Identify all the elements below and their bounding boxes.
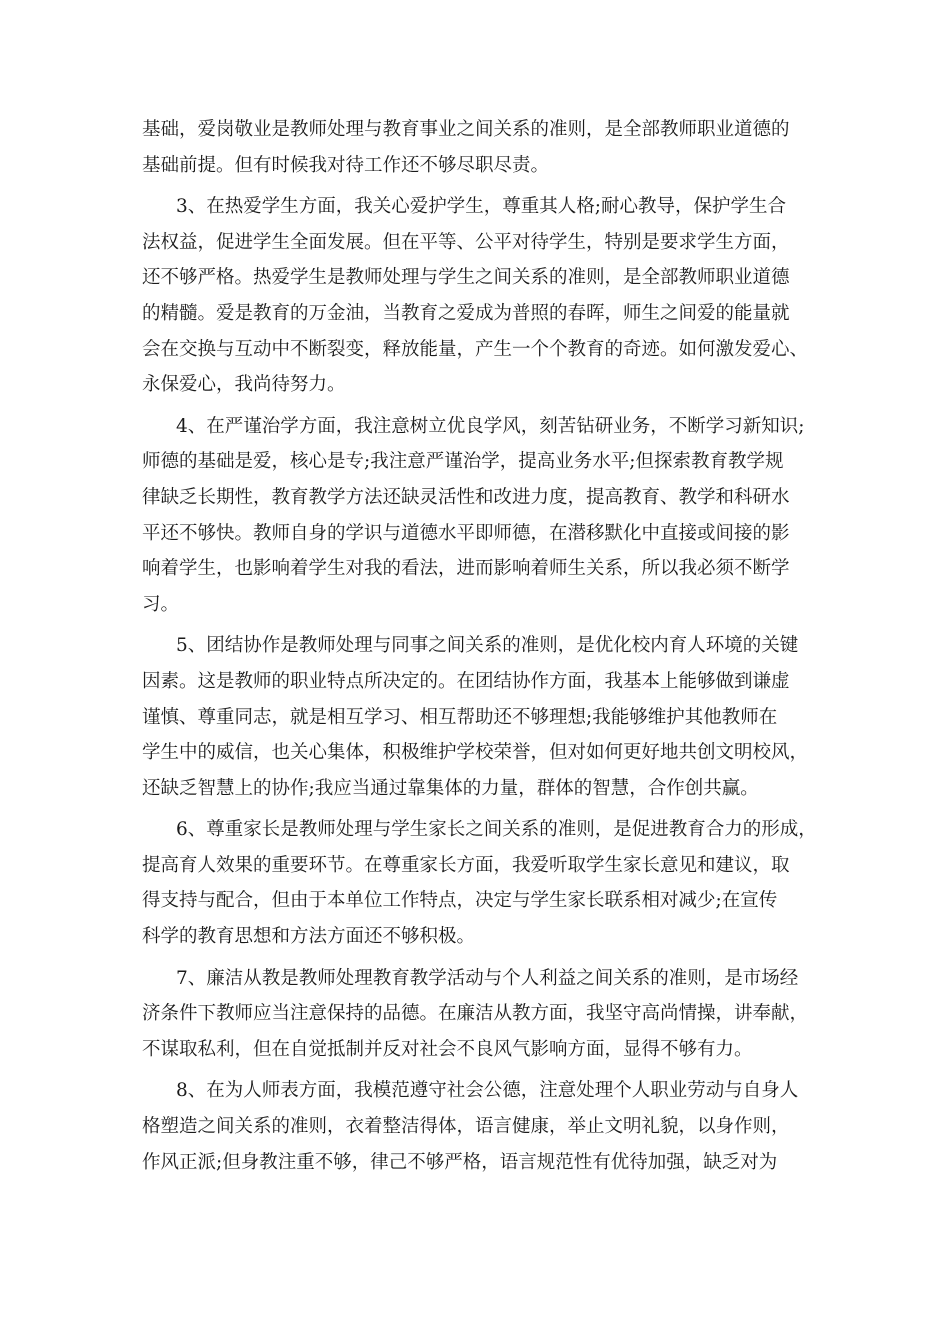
text-line: 济条件下教师应当注意保持的品德。在廉洁从教方面，我坚守高尚情操，讲奉献，	[142, 1003, 809, 1025]
text-line: 习。	[142, 593, 180, 615]
text-line: 师德的基础是爱，核心是专;我注意严谨治学，提高业务水平;但探索教育教学规	[142, 451, 784, 473]
text-line: 学生中的威信，也关心集体，积极维护学校荣誉，但对如何更好地共创文明校风，	[142, 742, 809, 764]
paragraph-6	[142, 812, 822, 954]
text-line: 8、在为人师表方面，我模范遵守社会公德，注意处理个人职业劳动与自身人	[176, 1080, 799, 1102]
text-line: 科学的教育思想和方法方面还不够积极。	[142, 926, 476, 948]
text-line: 5、团结协作是教师处理与同事之间关系的准则，是优化校内育人环境的关键	[176, 635, 799, 657]
text-line: 基础前提。但有时候我对待工作还不够尽职尽责。	[142, 154, 550, 176]
text-line: 还缺乏智慧上的协作;我应当通过靠集体的力量，群体的智慧，合作创共赢。	[142, 777, 759, 799]
text-line: 不谋取私利，但在自觉抵制并反对社会不良风气影响方面，显得不够有力。	[142, 1038, 753, 1060]
text-line: 基础，爱岗敬业是教师处理与教育事业之间关系的准则，是全部教师职业道德的	[142, 119, 790, 140]
text-line: 还不够严格。热爱学生是教师处理与学生之间关系的准则，是全部教师职业道德	[142, 267, 790, 289]
text-line: 律缺乏长期性，教育教学方法还缺灵活性和改进力度，提高教育、教学和科研水	[142, 486, 790, 508]
paragraph-4	[142, 409, 822, 623]
paragraph-8	[142, 1073, 822, 1180]
text-line: 因素。这是教师的职业特点所决定的。在团结协作方面，我基本上能够做到谦虚	[142, 670, 790, 692]
text-line: 会在交换与互动中不断裂变，释放能量，产生一个个教育的奇迹。如何激发爱心、	[142, 338, 809, 360]
text-line: 平还不够快。教师自身的学识与道德水平即师德，在潜移默化中直接或间接的影	[142, 522, 790, 544]
text-line: 得支持与配合，但由于本单位工作特点，决定与学生家长联系相对减少;在宣传	[142, 890, 778, 912]
text-line: 作风正派;但身教注重不够，律己不够严格，语言规范性有优待加强，缺乏对为	[142, 1151, 778, 1173]
text-line: 谨慎、尊重同志，就是相互学习、相互帮助还不够理想;我能够维护其他教师在	[142, 706, 778, 728]
text-line: 提高育人效果的重要环节。在尊重家长方面，我爱听取学生家长意见和建议，取	[142, 854, 790, 876]
text-line: 4、在严谨治学方面，我注意树立优良学风，刻苦钻研业务，不断学习新知识;	[176, 415, 805, 437]
paragraph-3	[142, 189, 822, 403]
text-line: 永保爱心，我尚待努力。	[142, 374, 346, 396]
text-line: 响着学生，也影响着学生对我的看法，进而影响着师生关系，所以我必须不断学	[142, 558, 790, 580]
text-line: 法权益，促进学生全面发展。但在平等、公平对待学生，特别是要求学生方面，	[142, 231, 790, 253]
text-line: 3、在热爱学生方面，我关心爱护学生，尊重其人格;耐心教导，保护学生合	[176, 196, 787, 218]
document-body	[142, 112, 822, 1186]
text-line: 7、廉洁从教是教师处理教育教学活动与个人利益之间关系的准则，是市场经	[176, 967, 799, 989]
paragraph-7	[142, 961, 822, 1068]
text-line: 6、尊重家长是教师处理与学生家长之间关系的准则，是促进教育合力的形成，	[176, 819, 817, 841]
text-line: 格塑造之间关系的准则，衣着整洁得体，语言健康，举止文明礼貌，以身作则，	[142, 1116, 790, 1138]
text-line: 的精髓。爱是教育的万金油，当教育之爱成为普照的春晖，师生之间爱的能量就	[142, 302, 790, 324]
paragraph-continuation	[142, 112, 822, 183]
paragraph-5	[142, 628, 822, 806]
